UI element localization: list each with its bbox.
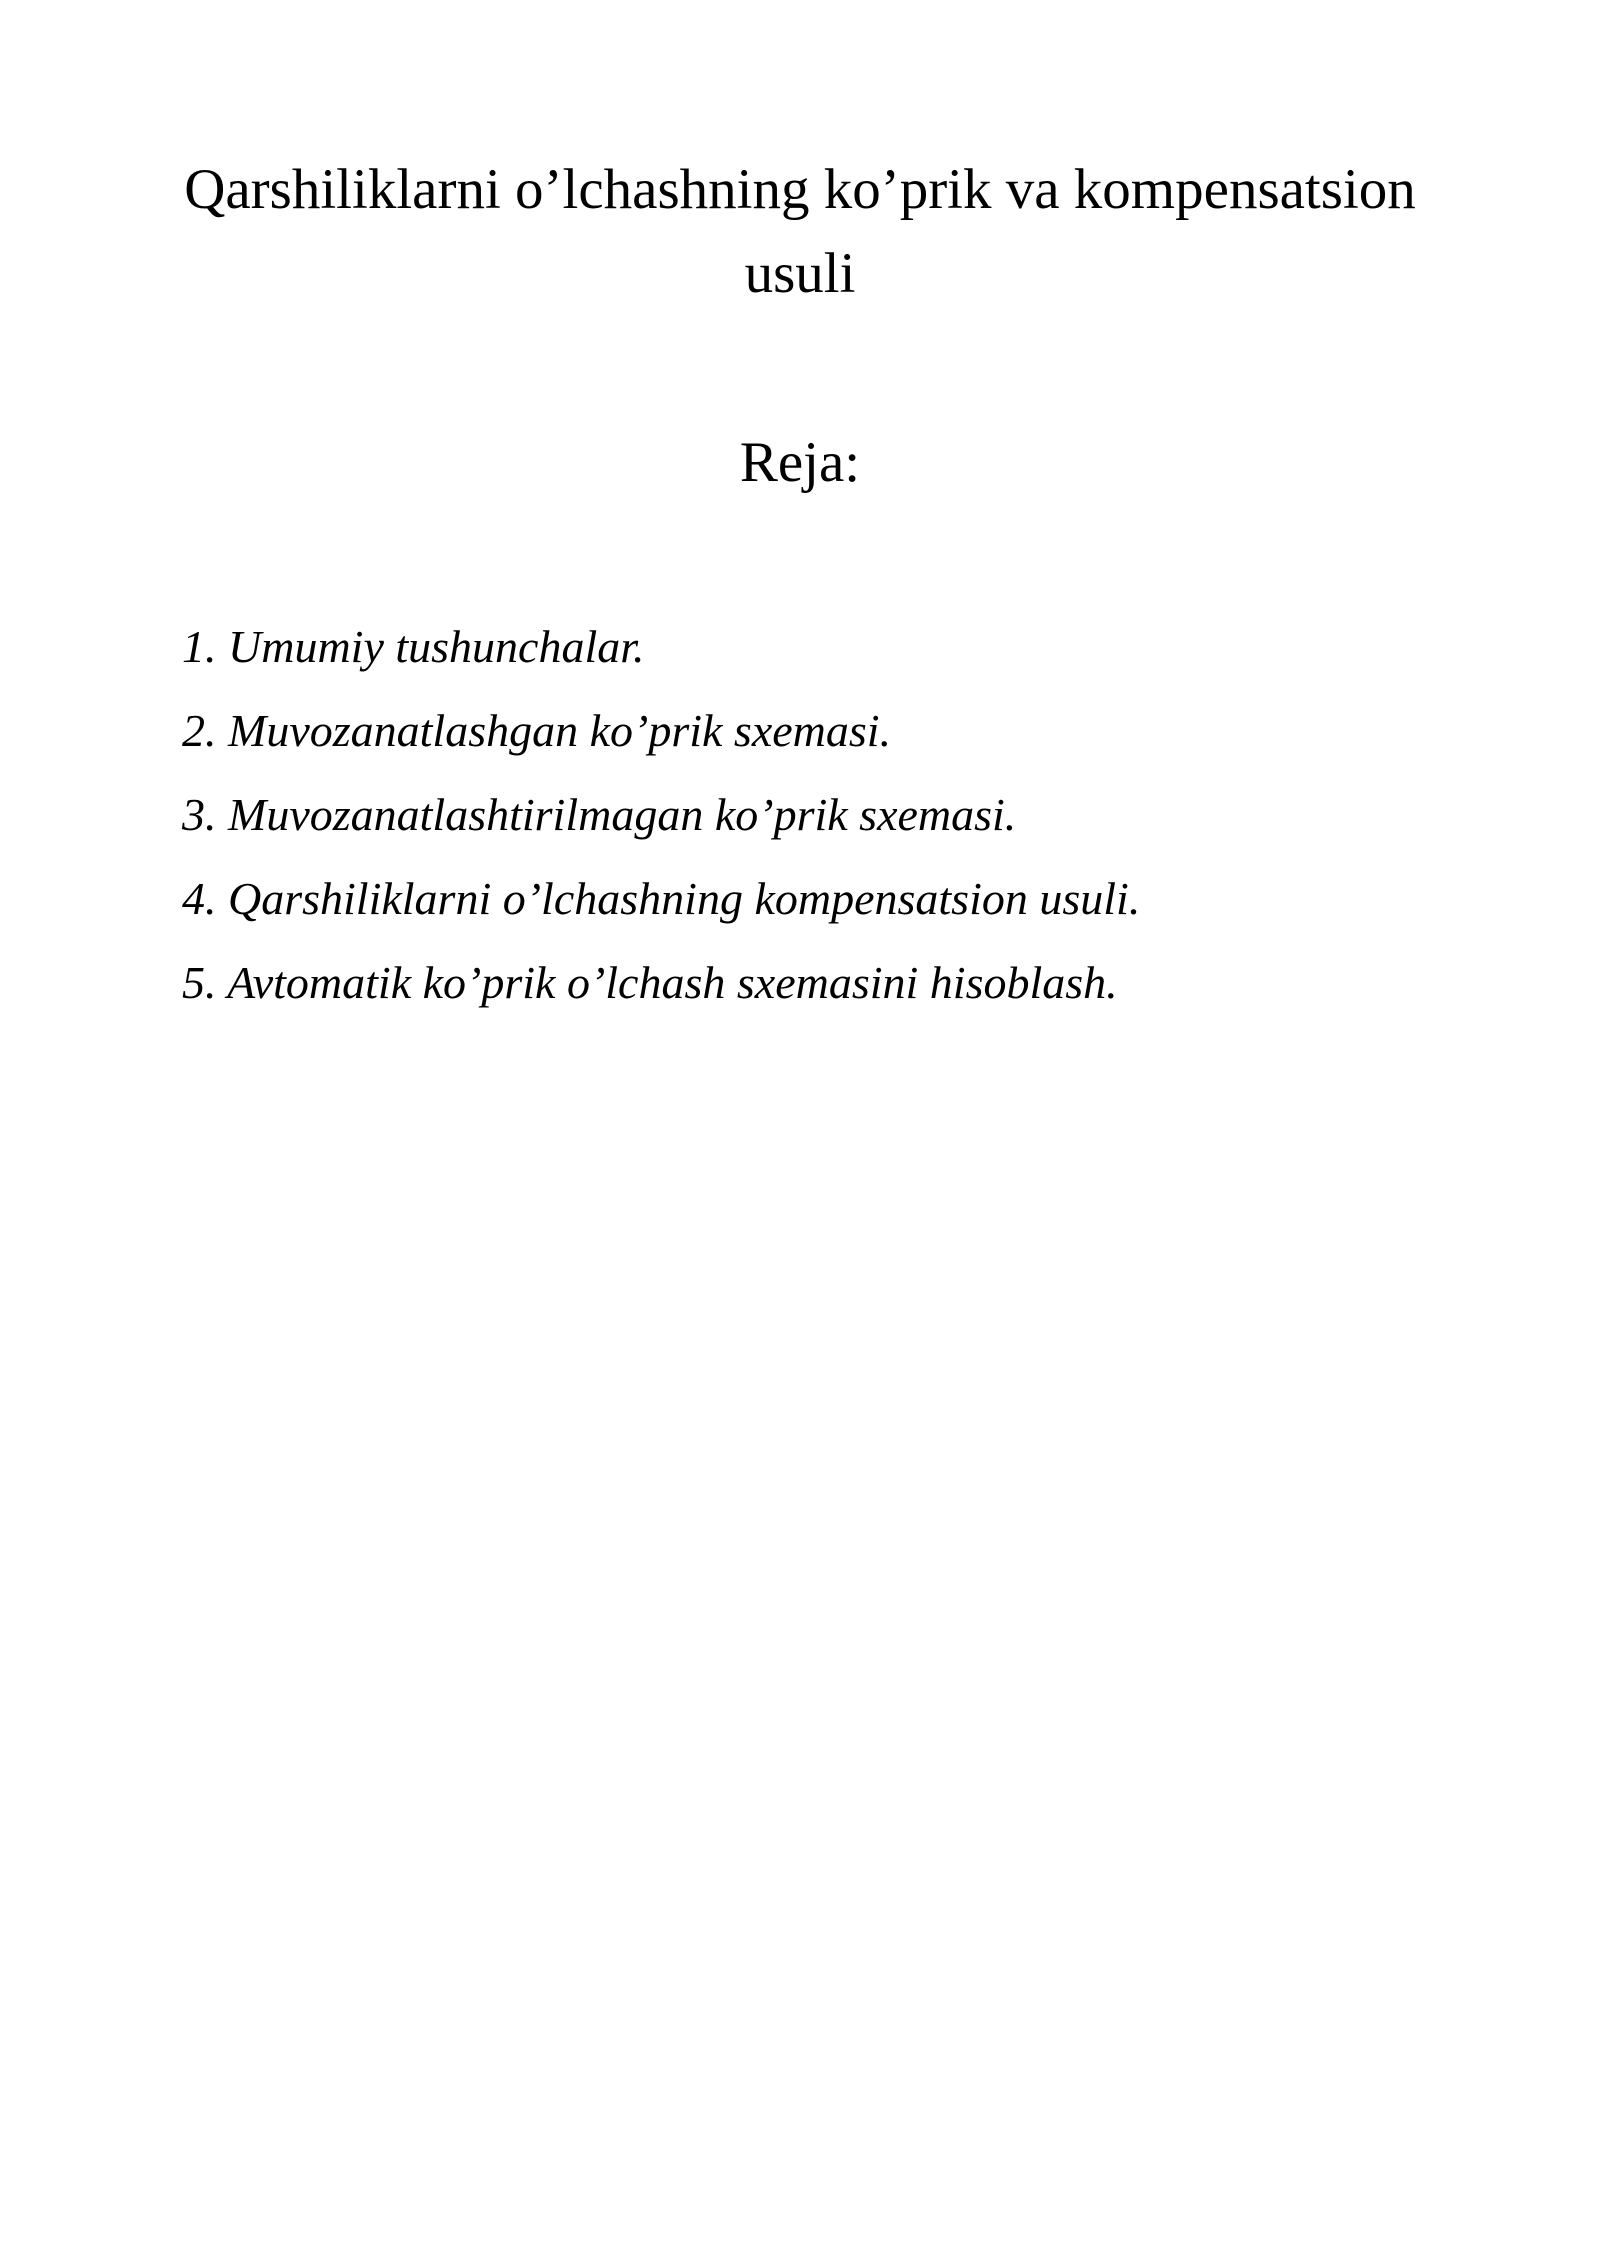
plan-item-number: 4. [182, 873, 217, 924]
plan-list [182, 605, 1140, 1025]
plan-item-3 [182, 773, 1140, 857]
plan-item-text: Muvozanatlashgan ko’prik sxemasi. [228, 705, 892, 756]
plan-item-2 [182, 689, 1140, 773]
plan-item-text: Muvozanatlashtirilmagan ko’prik sxemasi. [228, 789, 1017, 840]
plan-item-number: 5. [182, 957, 217, 1008]
plan-item-5 [182, 941, 1140, 1025]
plan-heading: Reja: [739, 431, 861, 494]
plan-item-1 [182, 605, 1140, 689]
document-title [100, 148, 1500, 316]
plan-item-text: Avtomatik ko’prik o’lchash sxemasini hisoblash. [227, 957, 1118, 1008]
document-title-line-1: Qarshiliklarni o’lchashning ko’prik va kompensatsion [184, 158, 1416, 221]
document-title-line-2: usuli [744, 242, 856, 305]
plan-item-number: 1. [182, 621, 217, 672]
plan-item-number: 2. [182, 705, 217, 756]
plan-item-text: Umumiy tushunchalar. [228, 621, 645, 672]
plan-item-text: Qarshiliklarni o’lchashning kompensatsion usuli. [228, 873, 1141, 924]
plan-item-4 [182, 857, 1140, 941]
plan-item-number: 3. [182, 789, 217, 840]
